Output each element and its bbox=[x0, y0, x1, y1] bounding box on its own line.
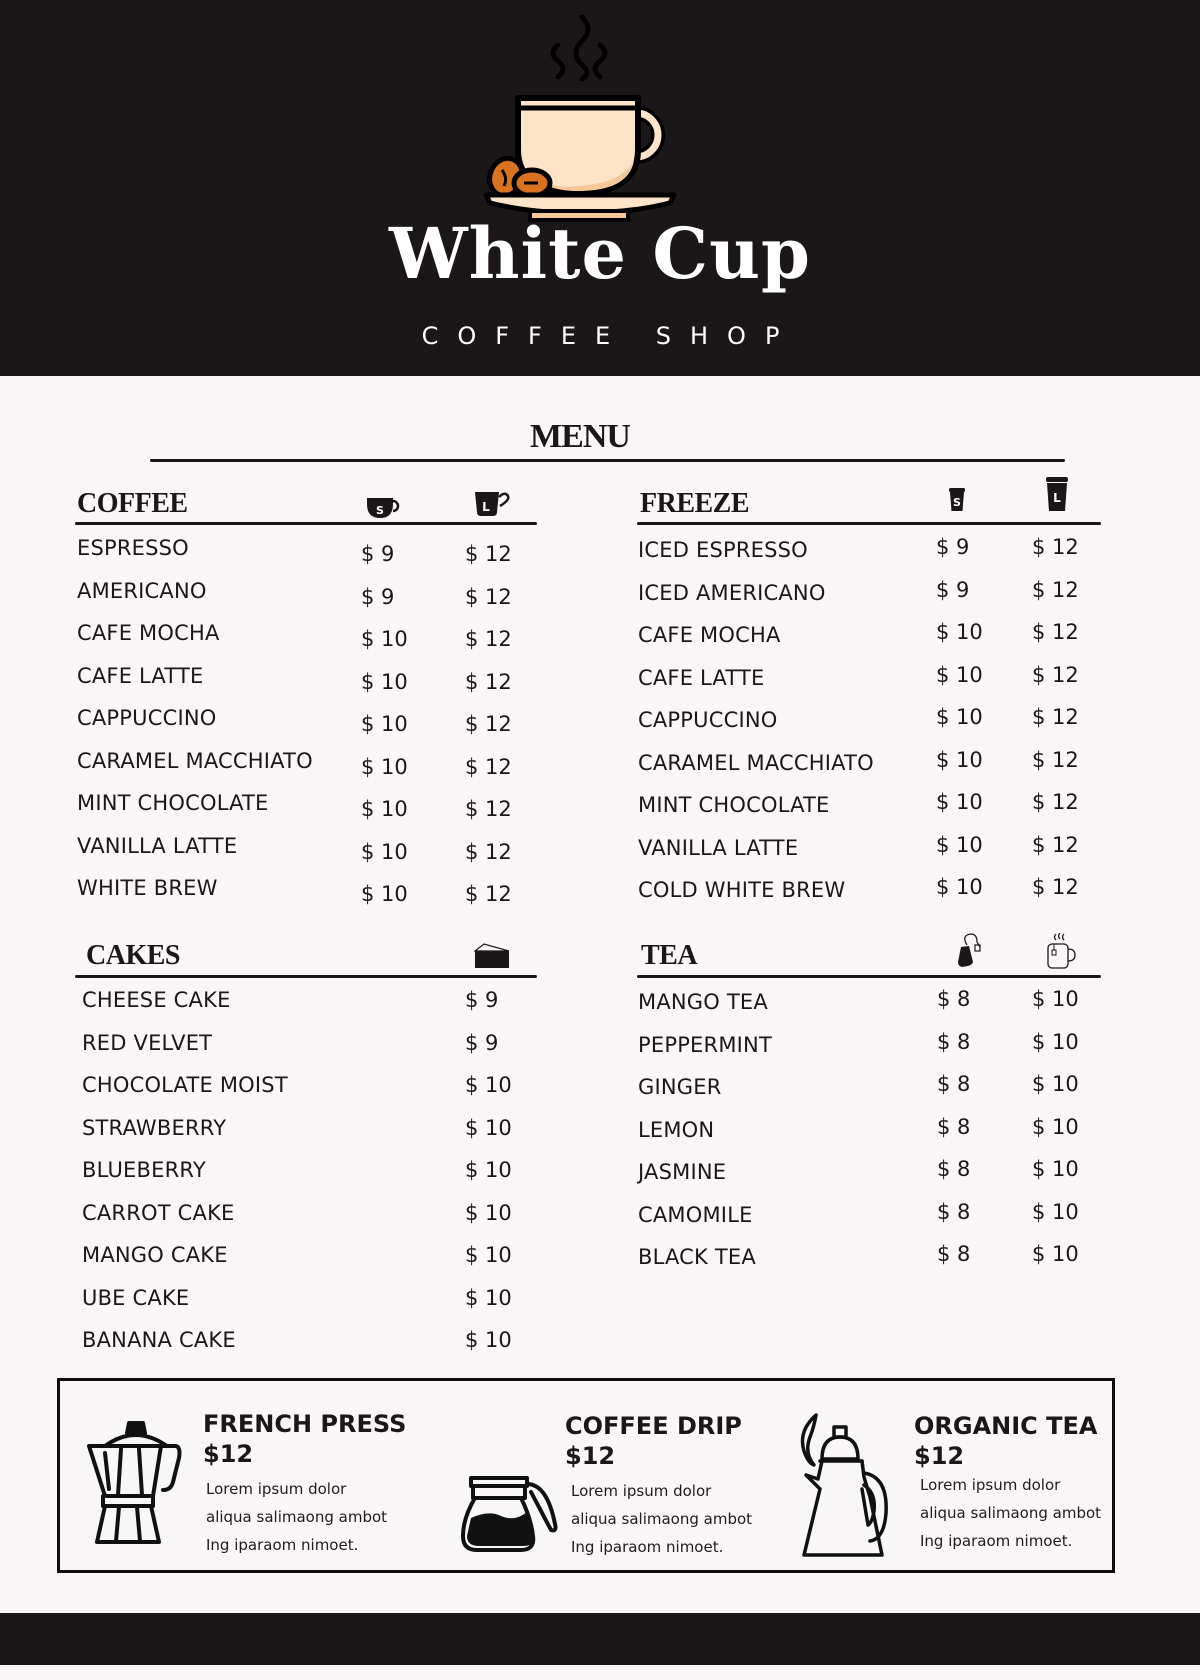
item-name: ICED ESPRESSO bbox=[638, 538, 808, 562]
item-price-small: $ 10 bbox=[361, 712, 408, 736]
item-price-small: $ 8 bbox=[937, 987, 971, 1011]
menu-item-row bbox=[77, 579, 557, 619]
item-price-large: $ 12 bbox=[465, 584, 512, 609]
item-name: CARAMEL MACCHIATO bbox=[77, 748, 313, 773]
featured-description: Lorem ipsum dolor aliqua salimaong ambot Ing iparaom nimoet. bbox=[206, 1480, 388, 1554]
cake-slice-icon bbox=[474, 943, 510, 969]
menu-item-row bbox=[638, 1157, 1118, 1200]
item-price-small: $ 8 bbox=[937, 1114, 971, 1139]
featured-item-coffee-drip bbox=[565, 1411, 752, 1561]
item-price-large: $ 12 bbox=[465, 797, 512, 821]
svg-text:L: L bbox=[482, 500, 490, 514]
item-name: BLUEBERRY bbox=[82, 1158, 206, 1182]
section-divider bbox=[75, 975, 537, 978]
menu-item-row bbox=[638, 577, 1118, 621]
item-name: VANILLA LATTE bbox=[638, 835, 799, 860]
tea-mug-icon bbox=[1046, 932, 1076, 970]
menu-item-row bbox=[638, 620, 1118, 663]
item-name: ICED AMERICANO bbox=[638, 580, 826, 605]
item-price-small: $ 10 bbox=[936, 790, 983, 814]
item-price-small: $ 10 bbox=[936, 875, 983, 899]
item-price-large: $ 10 bbox=[1032, 1029, 1079, 1054]
menu-title: MENU bbox=[530, 418, 630, 455]
teapot-icon bbox=[798, 1413, 898, 1558]
item-price-small: $ 10 bbox=[361, 754, 408, 779]
menu-item-row bbox=[77, 749, 557, 789]
footer-band bbox=[0, 1613, 1200, 1665]
item-price-price: $ 9 bbox=[465, 988, 499, 1012]
item-name: VANILLA LATTE bbox=[77, 833, 238, 858]
item-name: BANANA CAKE bbox=[82, 1328, 236, 1352]
item-name: CAMOMILE bbox=[638, 1202, 753, 1227]
featured-price: $12 bbox=[203, 1440, 254, 1468]
item-price-large: $ 12 bbox=[465, 882, 512, 906]
item-price-small: $ 10 bbox=[936, 662, 983, 687]
featured-description: Lorem ipsum dolor aliqua salimaong ambot Ing iparaom nimoet. bbox=[571, 1482, 753, 1556]
item-name: JASMINE bbox=[638, 1160, 727, 1184]
item-name: MANGO CAKE bbox=[82, 1243, 228, 1267]
coffee-carafe-icon bbox=[461, 1474, 561, 1554]
item-name: CHOCOLATE MOIST bbox=[82, 1073, 288, 1097]
menu-item-row bbox=[82, 1328, 562, 1368]
item-price-small: $ 9 bbox=[936, 577, 970, 602]
item-price-large: $ 12 bbox=[1032, 620, 1079, 644]
item-price-small: $ 10 bbox=[361, 669, 408, 694]
menu-item-row bbox=[82, 1116, 562, 1156]
small-cup-icon bbox=[366, 496, 402, 520]
item-name: ESPRESSO bbox=[77, 536, 189, 560]
menu-item-row bbox=[77, 621, 557, 661]
item-price-small: $ 8 bbox=[937, 1242, 971, 1266]
brand-tagline: COFFEE SHOP bbox=[421, 322, 799, 350]
menu-divider bbox=[150, 459, 1065, 462]
menu-item-row bbox=[77, 536, 557, 576]
item-price-price: $ 10 bbox=[465, 1285, 512, 1310]
item-price-price: $ 10 bbox=[465, 1073, 512, 1097]
item-price-large: $ 12 bbox=[1032, 747, 1079, 772]
item-price-small: $ 10 bbox=[936, 705, 983, 729]
tea-bag-icon bbox=[953, 933, 983, 969]
item-price-large: $ 12 bbox=[465, 669, 512, 694]
item-price-price: $ 10 bbox=[465, 1115, 512, 1140]
item-price-large: $ 12 bbox=[1032, 662, 1079, 687]
menu-item-row bbox=[638, 535, 1118, 578]
item-name: CHEESE CAKE bbox=[82, 988, 231, 1012]
item-name: GINGER bbox=[638, 1075, 722, 1099]
item-price-large: $ 12 bbox=[465, 627, 512, 651]
item-name: CAPPUCCINO bbox=[638, 708, 778, 732]
menu-item-row bbox=[638, 705, 1118, 748]
menu-item-row bbox=[82, 1286, 562, 1326]
section-title-tea: TEA bbox=[641, 940, 698, 971]
item-price-small: $ 10 bbox=[936, 832, 983, 857]
menu-item-row bbox=[638, 662, 1118, 706]
item-price-small: $ 10 bbox=[361, 797, 408, 821]
item-price-small: $ 8 bbox=[937, 1199, 971, 1224]
menu-item-row bbox=[82, 1243, 562, 1283]
menu-item-row bbox=[638, 875, 1118, 918]
item-price-large: $ 12 bbox=[465, 754, 512, 779]
featured-description: Lorem ipsum dolor aliqua salimaong ambot Ing iparaom nimoet. bbox=[920, 1476, 1102, 1550]
menu-item-row bbox=[77, 791, 557, 831]
menu-item-row bbox=[638, 790, 1118, 833]
item-price-small: $ 8 bbox=[937, 1157, 971, 1181]
item-name: CARROT CAKE bbox=[82, 1200, 235, 1225]
item-price-large: $ 10 bbox=[1032, 1199, 1079, 1224]
section-divider bbox=[637, 975, 1101, 978]
item-name: MINT CHOCOLATE bbox=[638, 793, 830, 817]
item-price-small: $ 9 bbox=[936, 535, 970, 559]
coffee-cup-with-beans-icon bbox=[480, 5, 720, 225]
small-takeaway-cup-icon bbox=[949, 488, 965, 512]
item-price-large: $ 12 bbox=[1032, 705, 1079, 729]
item-price-large: $ 12 bbox=[465, 542, 512, 566]
menu-item-row bbox=[82, 1158, 562, 1198]
item-price-large: $ 12 bbox=[1032, 577, 1079, 602]
item-name: CAFE MOCHA bbox=[638, 623, 781, 647]
item-price-large: $ 10 bbox=[1032, 1072, 1079, 1096]
item-name: UBE CAKE bbox=[82, 1285, 190, 1310]
svg-text:S: S bbox=[953, 496, 961, 509]
section-title-cakes: CAKES bbox=[86, 940, 180, 971]
item-price-price: $ 10 bbox=[465, 1243, 512, 1267]
item-price-small: $ 9 bbox=[361, 584, 395, 609]
item-price-price: $ 10 bbox=[465, 1328, 512, 1352]
item-name: AMERICANO bbox=[77, 578, 207, 603]
featured-title: FRENCH PRESS bbox=[203, 1410, 407, 1438]
item-price-small: $ 10 bbox=[936, 620, 983, 644]
menu-item-row bbox=[638, 1242, 1118, 1285]
item-name: CAFE LATTE bbox=[638, 665, 765, 690]
item-price-small: $ 8 bbox=[937, 1072, 971, 1096]
menu-item-row bbox=[638, 832, 1118, 876]
item-name: COLD WHITE BREW bbox=[638, 878, 846, 902]
item-price-large: $ 12 bbox=[1032, 832, 1079, 857]
item-price-large: $ 10 bbox=[1032, 1157, 1079, 1181]
menu-item-row bbox=[82, 1201, 562, 1241]
item-price-small: $ 10 bbox=[361, 839, 408, 864]
menu-item-row bbox=[82, 1073, 562, 1113]
menu-item-row bbox=[638, 1114, 1118, 1158]
item-name: MANGO TEA bbox=[638, 990, 768, 1014]
menu-item-row bbox=[77, 664, 557, 704]
item-price-small: $ 8 bbox=[937, 1029, 971, 1054]
item-name: LEMON bbox=[638, 1117, 715, 1142]
item-name: CARAMEL MACCHIATO bbox=[638, 750, 874, 775]
section-divider bbox=[75, 522, 537, 525]
large-takeaway-cup-icon bbox=[1046, 477, 1068, 512]
svg-text:S: S bbox=[376, 504, 384, 517]
item-name: WHITE BREW bbox=[77, 876, 218, 900]
menu-item-row bbox=[638, 747, 1118, 791]
section-title-freeze: FREEZE bbox=[640, 488, 750, 519]
svg-text:L: L bbox=[1053, 491, 1061, 505]
item-price-large: $ 12 bbox=[1032, 875, 1079, 899]
menu-item-row bbox=[82, 1031, 562, 1071]
item-price-large: $ 12 bbox=[1032, 535, 1079, 559]
featured-price: $12 bbox=[914, 1442, 965, 1470]
featured-price: $12 bbox=[565, 1442, 616, 1470]
item-price-small: $ 9 bbox=[361, 542, 395, 566]
item-price-large: $ 12 bbox=[465, 839, 512, 864]
header-banner bbox=[0, 0, 1200, 376]
item-name: STRAWBERRY bbox=[82, 1115, 227, 1140]
item-name: BLACK TEA bbox=[638, 1245, 756, 1269]
menu-item-row bbox=[638, 1029, 1118, 1073]
item-name: PEPPERMINT bbox=[638, 1032, 772, 1057]
item-price-large: $ 10 bbox=[1032, 987, 1079, 1011]
item-name: CAPPUCCINO bbox=[77, 706, 217, 730]
large-cup-icon bbox=[474, 491, 510, 519]
item-name: CAFE LATTE bbox=[77, 663, 204, 688]
item-price-large: $ 12 bbox=[465, 712, 512, 736]
item-name: CAFE MOCHA bbox=[77, 621, 220, 645]
featured-title: ORGANIC TEA bbox=[914, 1412, 1098, 1440]
section-title-coffee: COFFEE bbox=[77, 488, 188, 519]
item-price-small: $ 10 bbox=[361, 882, 408, 906]
item-price-small: $ 10 bbox=[361, 627, 408, 651]
section-divider bbox=[637, 522, 1101, 525]
menu-item-row bbox=[82, 988, 562, 1028]
moka-pot-icon bbox=[87, 1421, 187, 1546]
menu-item-row bbox=[77, 706, 557, 746]
featured-item-organic-tea bbox=[914, 1411, 1101, 1555]
item-price-price: $ 10 bbox=[465, 1158, 512, 1182]
item-price-price: $ 10 bbox=[465, 1200, 512, 1225]
item-price-large: $ 12 bbox=[1032, 790, 1079, 814]
menu-item-row bbox=[638, 987, 1118, 1030]
menu-item-row bbox=[77, 876, 557, 916]
featured-title: COFFEE DRIP bbox=[565, 1412, 742, 1440]
menu-item-row bbox=[77, 834, 557, 874]
item-price-large: $ 10 bbox=[1032, 1114, 1079, 1139]
menu-item-row bbox=[638, 1072, 1118, 1115]
item-price-small: $ 10 bbox=[936, 747, 983, 772]
menu-item-row bbox=[638, 1199, 1118, 1243]
featured-box bbox=[57, 1378, 1115, 1573]
brand-title: White Cup bbox=[389, 212, 811, 295]
item-price-large: $ 10 bbox=[1032, 1242, 1079, 1266]
item-price-price: $ 9 bbox=[465, 1030, 499, 1055]
item-name: RED VELVET bbox=[82, 1030, 213, 1055]
item-name: MINT CHOCOLATE bbox=[77, 791, 269, 815]
featured-item-french-press bbox=[203, 1409, 406, 1559]
